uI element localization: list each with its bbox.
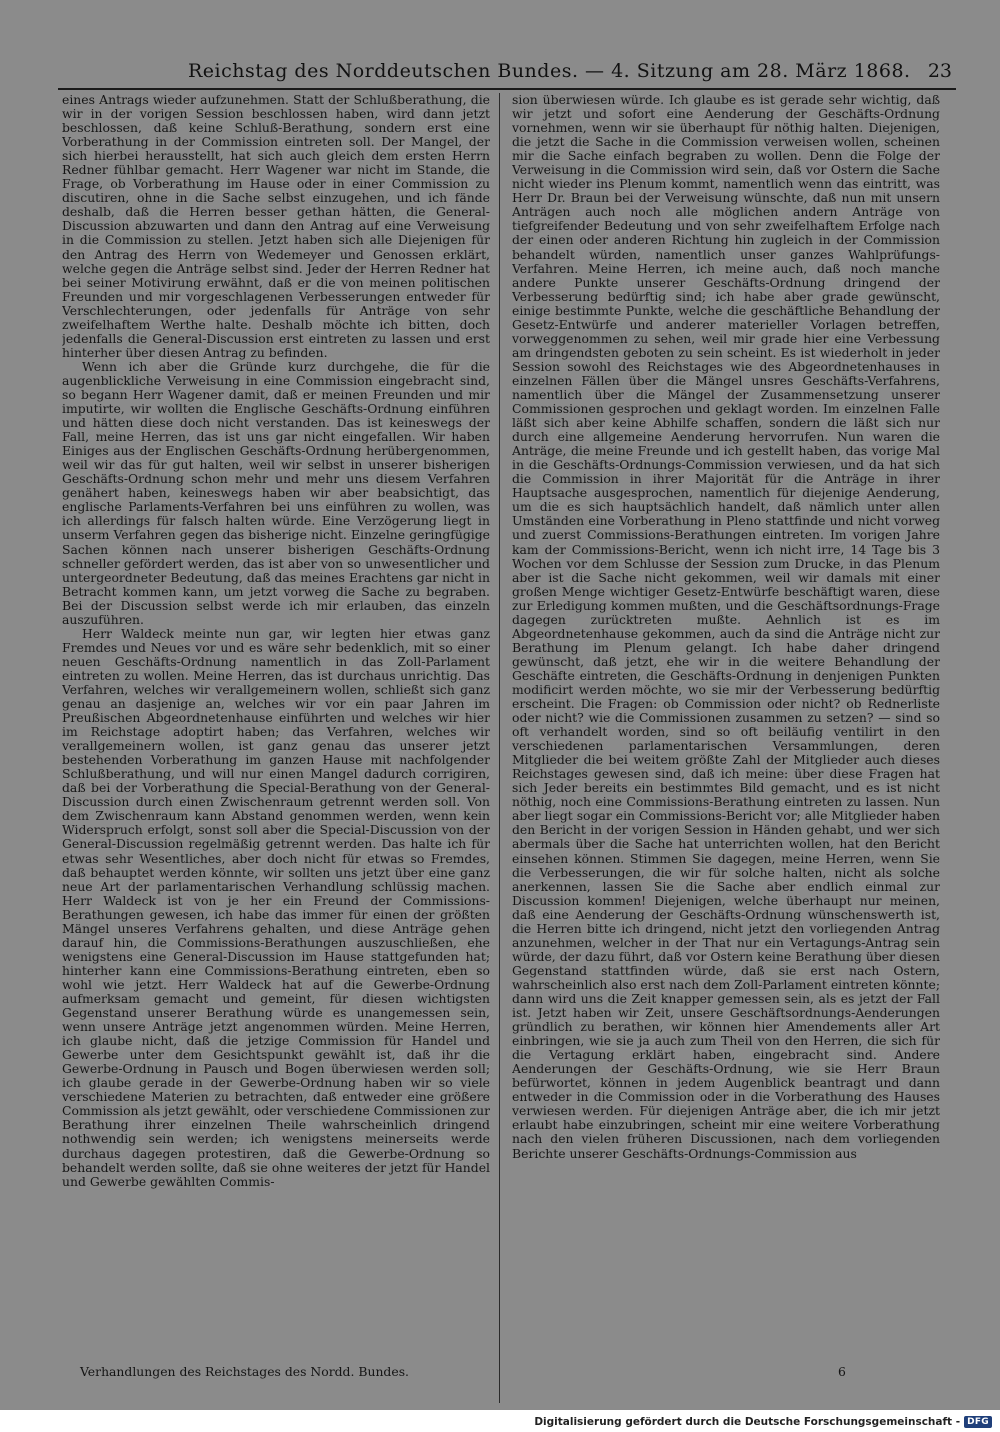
credit-text: Digitalisierung gefördert durch die Deutsche Forschungsgemeinschaft - (534, 1416, 961, 1428)
page-header (48, 58, 958, 86)
dfg-logo-icon: DFG (964, 1416, 992, 1428)
paragraph: sion überwiesen würde. Ich glaube es ist gerade sehr wichtig, daß wir jetzt und sofort eine Aenderung der Geschäfts-Ordnung vornehmen, wenn wir sie überhaupt für nöthig halten. Diejenigen, die jetzt die Sache in die Commission verweisen wollen, scheinen mir die Sache einfach begraben zu wollen. Denn die Folge der Verweisung in die Commission wird sein, daß vor Ostern die Sache nicht wieder ins Plenum kommt, namentlich wenn das eintritt, was Herr Dr. Braun bei der Verweisung wünschte, daß nun mit unsern Anträgen auch noch alle möglichen andern Anträge von tiefgreifender Bedeutung und von sehr zweifelhaftem Erfolge nach der einen oder anderen Richtung hin zugleich in der Commission behandelt würden, namentlich unser ganzes Wahlprüfungs-Verfahren. Meine Herren, ich meine auch, daß noch manche andere Punkte unserer Geschäfts-Ordnung dringend der Verbesserung bedürftig sind; ich habe aber grade gewünscht, einige bestimmte Punkte, welche die geschäftliche Behandlung der Gesetz-Entwürfe und anderer materieller Vorlagen betreffen, vorweggenommen zu sehen, weil mir grade hier eine Verbessung am dringendsten geboten zu sein scheint. Es ist wiederholt in jeder Session sowohl des Reichstages wie des Abgeordnetenhauses in einzelnen Fällen über die Mängel unsres Geschäfts-Verfahrens, namentlich über die Mängel der Zusammensetzung unserer Commissionen gesprochen und geklagt worden. Im einzelnen Falle läßt sich aber keine Abhilfe schaffen, sondern die läßt sich nur durch eine allgemeine Aenderung hervorrufen. Nun waren die Anträge, die meine Freunde und ich gestellt haben, das vorige Mal in die Geschäfts-Ordnungs-Commission verwiesen, und da hat sich die Commission in ihrer Majorität für die Anträge in ihrer Hauptsache ausgesprochen, namentlich für diejenige Aenderung, um die es sich hauptsächlich handelt, daß nämlich unter allen Umständen eine Vorberathung in Pleno stattfinde und nicht vorweg und zuerst Commissions-Berathungen eintreten. Im vorigen Jahre kam der Commissions-Bericht, wenn ich nicht irre, 14 Tage bis 3 Wochen vor dem Schlusse der Session zum Drucke, in das Plenum aber ist die Sache nicht gekommen, weil wir damals mit einer großen Menge wichtiger Gesetz-Entwürfe beschäftigt waren, diese zur Erledigung kommen mußten, und die Geschäftsordnungs-Frage dagegen zurücktreten mußte. Aehnlich ist es im Abgeordnetenhause gekommen, auch da sind die Anträge nicht zur Berathung im Plenum gelangt. Ich habe daher dringend gewünscht, daß jetzt, ehe wir in die weitere Behandlung der Geschäfte eintreten, die Geschäfts-Ordnung in denjenigen Punkten modificirt werden möchte, wo sie mir der Verbesserung bedürftig erscheint. Die Fragen: ob Commission oder nicht? ob Rednerliste oder nicht? wie die Commissionen zusammen zu setzen? — sind so oft verhandelt worden, sind so oft beiläufig ventilirt in den verschiedenen parlamentarischen Versammlungen, deren Mitglieder die bei weitem größte Zahl der Mitglieder auch dieses Reichstages gewesen sind, daß ich meine: über diese Fragen hat sich Jeder bereits ein bestimmtes Bild gemacht, und es ist nicht nöthig, noch eine Commissions-Berathung eintreten zu lassen. Nun aber liegt sogar ein Commissions-Bericht vor; alle Mitglieder haben den Bericht in der vorigen Session in Händen gehabt, und wer sich abermals über die Sache hat unterrichten wollen, hat den Bericht einsehen können. Stimmen Sie dagegen, meine Herren, wenn Sie die Verbesserungen, die wir für solche halten, nicht als solche anerkennen, lassen Sie die Sache aber endlich einmal zur Discussion kommen! Diejenigen, welche überhaupt nur meinen, daß eine Aenderung der Geschäfts-Ordnung wünschenswerth ist, die Herren bitte ich dringend, nicht jetzt den vorliegenden Antrag anzunehmen, welcher in der That nur ein Vertagungs-Antrag sein würde, der dazu führt, daß vor Ostern keine Berathung über diesen Gegenstand stattfinden würde, daß sie erst nach Ostern, wahrscheinlich also erst nach dem Zoll-Parlament eintreten könnte; dann wird uns die Zeit knapper gemessen sein, als es jetzt der Fall ist. Jetzt haben wir Zeit, unsere Geschäftsordnungs-Aenderungen gründlich zu berathen, wir können hier Amendements aller Art einbringen, wie sie ja auch zum Theil von den Herren, die sich für die Vertagung erklärt haben, eingebracht sind. Andere Aenderungen der Geschäfts-Ordnung, wie sie Herr Braun befürwortet, können in jedem Augenblick beantragt und dann entweder in die Commission oder in die Vorberathung des Hauses verwiesen werden. Für diejenigen Anträge aber, die ich mir jetzt erlaubt habe einzubringen, scheint mir eine weitere Vorberathung nach den vielen früheren Discussionen, nach dem vorliegenden Berichte unserer Geschäfts-Ordnungs-Commission aus (512, 93, 940, 1161)
left-column (62, 93, 490, 1358)
digitization-credit (534, 1414, 992, 1430)
footer-publication-line: Verhandlungen des Reichstages des Nordd. Bundes. (80, 1364, 409, 1379)
column-divider (499, 93, 500, 1403)
paragraph: Wenn ich aber die Gründe kurz durchgehe, die für die augenblickliche Verweisung in eine Commission eingebracht sind, so begann Herr Wagener damit, daß er meinen Freunden und mir imputirte, wir wollten die Englische Geschäfts-Ordnung einführen und hätten diese doch nicht verstanden. Das ist keineswegs der Fall, meine Herren, das ist uns gar nicht eingefallen. Wir haben Einiges aus der Englischen Geschäfts-Ordnung herübergenommen, weil wir das für gut halten, weil wir selbst in unserer bisherigen Geschäfts-Ordnung schon mehr und mehr uns diesem Verfahren genähert haben, keineswegs haben wir aber beabsichtigt, das englische Parlaments-Verfahren bei uns einführen zu wollen, was ich allerdings für falsch halten würde. Eine Verzögerung liegt in unserm Verfahren gegen das bisherige nicht. Einzelne geringfügige Sachen können nach unserer bisherigen Geschäfts-Ordnung schneller gefördert werden, das ist aber von so unwesentlicher und untergeordneter Bedeutung, daß das meines Erachtens gar nicht in Betracht kommen kann, um jetzt vorweg die Sache zu begraben. Bei der Discussion selbst werde ich mir erlauben, das einzeln auszuführen. (62, 358, 490, 627)
header-rule (58, 88, 956, 90)
right-column (512, 93, 940, 1358)
paragraph: Herr Waldeck meinte nun gar, wir legten hier etwas ganz Fremdes und Neues vor und es wäre sehr bedenklich, mit so einer neuen Geschäfts-Ordnung namentlich in das Zoll-Parlament eintreten zu wollen. Meine Herren, das ist durchaus unrichtig. Das Verfahren, welches wir verallgemeinern wollen, schließt sich ganz genau an dasjenige an, welches wir vor ein paar Jahren im Preußischen Abgeordnetenhause einführten und welches wir hier im Reichstage adoptirt haben; das Verfahren, welches wir verallgemeinern wollen, ist ganz genau das unserer jetzt bestehenden Vorberathung im ganzen Hause mit nachfolgender Schlußberathung, und will nur einen Mangel dadurch corrigiren, daß bei der Vorberathung die Special-Berathung von der General-Discussion durch einen Zwischenraum getrennt werden soll. Von dem Zwischenraum kann Abstand genommen werden, wenn kein Widerspruch erfolgt, sonst soll aber die Special-Discussion von der General-Discussion regelmäßig getrennt werden. Das halte ich für etwas sehr Wesentliches, aber doch nicht für etwas so Fremdes, daß behauptet werden könnte, wir sollten uns jetzt über eine ganz neue Art der parlamentarischen Verhandlung schlüssig machen. Herr Waldeck ist von je her ein Freund der Commissions-Berathungen gewesen, ich habe das immer für einen der größten Mängel unseres Verfahrens gehalten, und diese Anträge gehen darauf hin, die Commissions-Berathungen auszuschließen, ehe wenigstens eine General-Discussion im Hause stattgefunden hat; hinterher kann eine Commissions-Berathung eintreten, eben so wohl wie jetzt. Herr Waldeck hat auf die Gewerbe-Ordnung aufmerksam gemacht und gemeint, für diesen wichtigsten Gegenstand unserer Berathung würde es unangemessen sein, wenn unsere Anträge jetzt angenommen würden. Meine Herren, ich glaube nicht, daß die jetzige Commission für Handel und Gewerbe unter dem Gesichtspunkt gewählt ist, daß ihr die Gewerbe-Ordnung in Pausch und Bogen überwiesen werden soll; ich glaube gerade in der Gewerbe-Ordnung haben wir so viele verschiedene Materien zu betrachten, daß entweder eine größere Commission als jetzt gewählt, oder verschiedene Commissionen zur Berathung ihrer einzelnen Theile wahrscheinlich dringend nothwendig sein werden; ich wenigstens meinerseits werde durchaus dagegen protestiren, daß die Gewerbe-Ordnung so behandelt werden sollte, daß sie ohne weiteres der jetzt für Handel und Gewerbe gewählten Commis- (62, 625, 490, 1189)
paragraph: eines Antrags wieder aufzunehmen. Statt der Schlußberathung, die wir in der vorigen Session beschlossen haben, wird dann jetzt beschlossen, daß keine Schluß-Berathung, sondern erst eine Vorberathung in der Commission eintreten soll. Der Mangel, der sich hierbei herausstellt, hat sich auch gleich dem ersten Herrn Redner fühlbar gemacht. Herr Wagener war nicht im Stande, die Frage, ob Vorberathung im Hause oder in einer Commission zu discutiren, ohne in die Sache selbst einzugehen, und ich fände deshalb, daß die Herren besser gethan hätten, die General-Discussion abzuwarten und dann den Antrag auf eine Verweisung in die Commission zu stellen. Jetzt haben sich alle Diejenigen für den Antrag des Herrn von Wedemeyer und Genossen erklärt, welche gegen die Anträge selbst sind. Jeder der Herren Redner hat bei seiner Motivirung erwähnt, daß er die von meinen politischen Freunden und mir vorgeschlagenen Verbesserungen entweder für Verschlechterungen, oder jedenfalls für Anträge von sehr zweifelhaftem Werthe halte. Deshalb möchte ich bitten, doch jedenfalls die General-Discussion erst eintreten zu lassen und erst hinterher über diesen Antrag zu befinden. (62, 93, 490, 360)
page-number: 23 (927, 60, 952, 82)
running-title: Reichstag des Norddeutschen Bundes. — 4. Sitzung am 28. März 1868. (188, 60, 911, 82)
signature-mark: 6 (838, 1364, 846, 1379)
